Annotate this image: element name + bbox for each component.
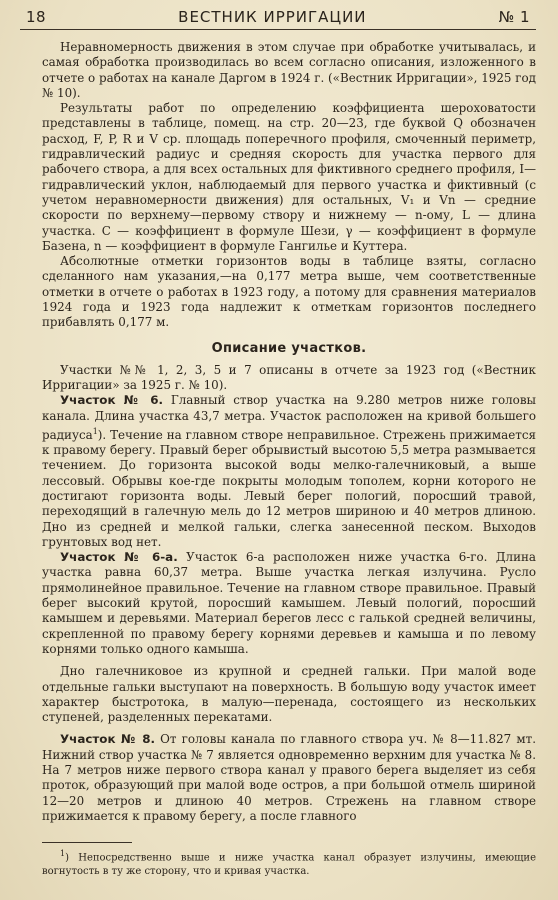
paragraph-section-6 <box>42 393 536 550</box>
section-6-text: Главный створ участка на 9.280 метров ниже головы канала. Длина участка 43,7 метра. Участок расположен на кривой большего радиуса <box>42 393 536 442</box>
footnote-divider <box>42 842 132 843</box>
paragraph-sections-intro: Участки №№ 1, 2, 3, 5 и 7 описаны в отчете за 1923 год («Вестник Ирригации» за 1925 г. № 10). <box>42 362 536 392</box>
paragraph-nonuniformity: Неравномерность движения в этом случае при обработке учитывалась, и самая обработка производилась во всем согласно описания, изложенного в отчете о работах на канале Даргом в 1924 г. («Вестник Ирригации», 1925 год № 10). <box>42 40 536 100</box>
section-8-heading: Участок № 8. <box>60 732 155 747</box>
section-6a-heading: Участок № 6-а. <box>60 550 178 565</box>
footnote-mark: 1 <box>60 849 66 859</box>
paragraph-elevations: Абсолютные отметки горизонтов воды в таблице взяты, согласно сделанного нам указания,—на 0,177 метра выше, чем соответственные отметки в отчете о работах в 1923 году, а потому для сравнения материалов 1924 года и 1923 года надлежит к отметкам горизонтов последнего прибавлять 0,177 м. <box>42 254 536 330</box>
section-6-text-cont: ). Течение на главном створе неправильное. Стрежень прижимается к правому берегу. Правый берег обрывистый высотою 5,5 метра размывается течением. До горизонта высокой воды мелко-галечниковый, а выше лессовый. Обрывы кое-где покрыты молодым тополем, корни которого не достигают горизонта воды. Левый берег пологий, поросший травой, переходящий в галечную мель до 12 метров шириною и 40 метров длиною. Дно из средней и мелкой гальки, слегка занесенной песком. Выходов грунтовых вод нет. <box>42 427 536 549</box>
paragraph-results: Результаты работ по определению коэффициента шероховатости представлены в таблице, помещ. на стр. 20—23, где буквой Q обозначен расход, F, P, R и V ср. площадь поперечного профиля, смоченный периметр, гидравлический радиус и средняя скорость для участка первого для рабочего створа, а для всех остальных для фиктивного среднего профиля, I—гидравлический уклон, наблюдаемый для первого участка и фиктивный (с учетом неравномерности движения) для остальных, V₁ и Vn — средние скорости по верхнему—первому створу и нижнему — n-ому, L — длина участка. C — коэффициент в формуле Шези, γ — коэффициент в формуле Базена, n — коэффициент в формуле Гангилье и Куттера. <box>42 101 536 253</box>
issue-number: № 1 <box>498 8 530 26</box>
footnote-text: ) Непосредственно выше и ниже участка канал образует излучины, имеющие вогнутость в ту же сторону, что и кривая участка. <box>42 852 536 877</box>
section-8-text: От головы канала по главного створа уч. № 8—11.827 мт. Нижний створ участка № 7 является одновременно верхним для участка № 8. На 7 метров ниже первого створа канал у правого берега выделяет из себя проток, образующий при малой воде остров, а при большой отмель шириной 12—20 метров и длиною 40 метров. Стрежень на главном створе прижимается к правому берегу, а после главного <box>42 732 536 823</box>
paragraph-section-8 <box>42 732 536 824</box>
page-number: 18 <box>26 8 47 26</box>
paragraph-section-6a <box>42 550 536 657</box>
section-6-heading: Участок № 6. <box>60 393 164 408</box>
body-text <box>20 40 536 878</box>
section-6a-text: Участок 6-а расположен ниже участка 6-го. Длина участка равна 60,37 метра. Выше участка легкая излучина. Русло прямолинейное правильное. Течение на главном створе правильное. Правый берег высокий крутой, поросший камышем. Левый пологий, поросший камышем и деревьями. Материал берегов лесс с галькой средней величины, скрепленной по правому берегу корнями деревьев и камыша и по левому корнями только одного камыша. <box>42 550 537 656</box>
footnote <box>42 847 536 877</box>
section-title: Описание участков. <box>211 340 367 356</box>
paragraph-riverbed: Дно галечниковое из крупной и средней гальки. При малой воде отдельные гальки выступают на поверхность. В большую воду участок имеет характер быстротока, в малую—перенада, состоящего из нескольких ступеней, разделенных перекатами. <box>42 664 536 725</box>
running-head <box>20 8 536 30</box>
footnote-reference: 1 <box>92 426 98 436</box>
journal-title: ВЕСТНИК ИРРИГАЦИИ <box>178 8 367 26</box>
